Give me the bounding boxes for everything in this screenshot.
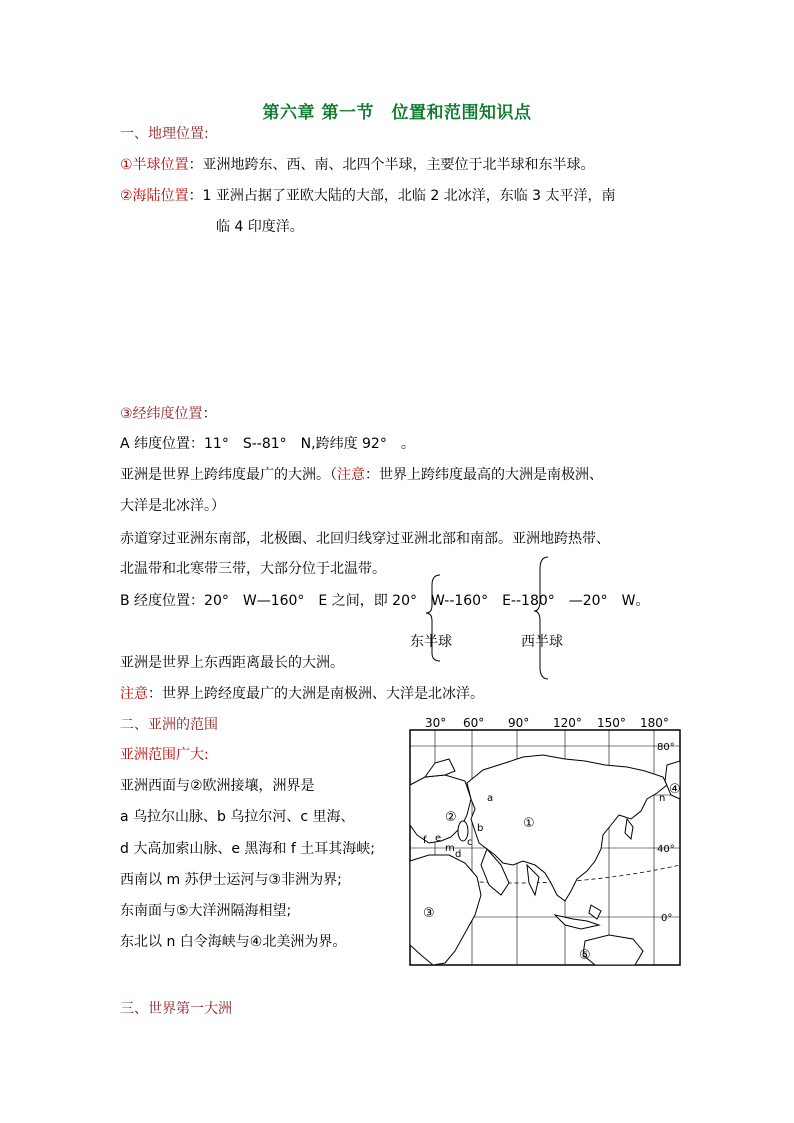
longitude-line: B 经度位置：20° W—160° E 之间，即 20° W--160° E--180° —20° W。 [120, 593, 650, 609]
land-sea-position [120, 186, 616, 206]
letter-c: c [467, 837, 473, 848]
land-sea-label: ②海陆位置 [120, 188, 189, 204]
hemisphere-braces [420, 555, 560, 685]
land-sea-continuation: 临 4 印度洋。 [216, 219, 304, 235]
lon-90: 90° [508, 716, 530, 730]
note2-text: ：世界上跨经度最广的大洲是南极洲、大洋是北冰洋。 [148, 686, 484, 702]
lon-30: 30° [425, 716, 447, 730]
note2-label: 注意 [120, 686, 148, 702]
lon-180: 180° [640, 716, 669, 730]
boundary-line-3: d 大高加索山脉、e 黑海和 f 土耳其海峡; [120, 841, 375, 857]
letter-n: n [659, 793, 666, 804]
hemisphere-label: ①半球位置 [120, 157, 189, 173]
section-2-subheading: 亚洲范围广大: [120, 747, 209, 763]
boundary-line-6: 东北以 n 白令海峡与④北美洲为界。 [120, 934, 347, 950]
lon-120: 120° [553, 716, 582, 730]
boundary-line-5: 东南面与⑤大洋洲隔海相望; [120, 903, 292, 919]
latitude-line: A 纬度位置：11° S--81° N,跨纬度 92° 。 [120, 436, 415, 452]
boundary-line-4: 西南以 m 苏伊士运河与③非洲为界; [120, 872, 342, 888]
lat-lon-position [120, 404, 217, 424]
letter-a: a [487, 793, 494, 804]
lat-0: 0° [661, 913, 673, 924]
equator-line-1: 赤道穿过亚洲东南部，北极圈、北回归线穿过亚洲北部和南部。亚洲地跨热带、 [120, 531, 610, 547]
lat-80: 80° [657, 742, 675, 753]
lon-150: 150° [597, 716, 626, 730]
lon-60: 60° [463, 716, 485, 730]
lat-40: 40° [657, 844, 675, 855]
section-1-heading: 一、地理位置: [120, 126, 209, 142]
longitude-extent-line: 亚洲是世界上东西距离最长的大洲。 [120, 655, 344, 671]
hemisphere-position [120, 155, 595, 175]
letter-m: m [445, 843, 455, 854]
region-africa: ③ [423, 906, 435, 921]
page-title: 第六章 第一节 位置和范围知识点 [262, 103, 532, 123]
lat-lon-colon: ： [202, 406, 217, 422]
region-north-america: ④ [669, 782, 681, 797]
letter-b: b [477, 823, 484, 834]
east-hemisphere-label: 东半球 [410, 634, 452, 650]
region-asia: ① [523, 816, 535, 831]
boundary-line-2: a 乌拉尔山脉、b 乌拉尔河、c 里海、 [120, 809, 355, 825]
letter-f: f [423, 835, 427, 846]
note-label: 注意 [337, 467, 365, 483]
boundary-line-1: 亚洲西面与②欧洲接壤，洲界是 [120, 778, 315, 794]
land-sea-text: ：1 亚洲占据了亚欧大陆的大部，北临 2 北冰洋，东临 3 太平洋，南 [188, 188, 616, 204]
lat-lon-label: ③经纬度位置 [120, 406, 203, 422]
section-3-heading: 三、世界第一大洲 [120, 1001, 232, 1017]
west-hemisphere-label: 西半球 [521, 634, 563, 650]
latitude-note-line-2: 大洋是北冰洋。） [120, 498, 225, 514]
section-2-heading: 二、亚洲的范围 [120, 717, 218, 733]
latitude-note-pre: 亚洲是世界上跨纬度最广的大洲。（ [120, 467, 337, 483]
hemisphere-text: ：亚洲地跨东、西、南、北四个半球，主要位于北半球和东半球。 [188, 157, 595, 173]
letter-d: d [455, 849, 462, 860]
latitude-note-post: ：世界上跨纬度最高的大洲是南极洲、 [365, 467, 603, 483]
region-oceania: ⑤ [579, 948, 591, 963]
longitude-note [120, 684, 484, 704]
asia-map [405, 715, 685, 967]
latitude-note-line-1 [120, 465, 603, 485]
equator-line-2: 北温带和北寒带三带，大部分位于北温带。 [120, 561, 386, 577]
region-europe: ② [445, 810, 457, 825]
letter-e: e [435, 833, 442, 844]
